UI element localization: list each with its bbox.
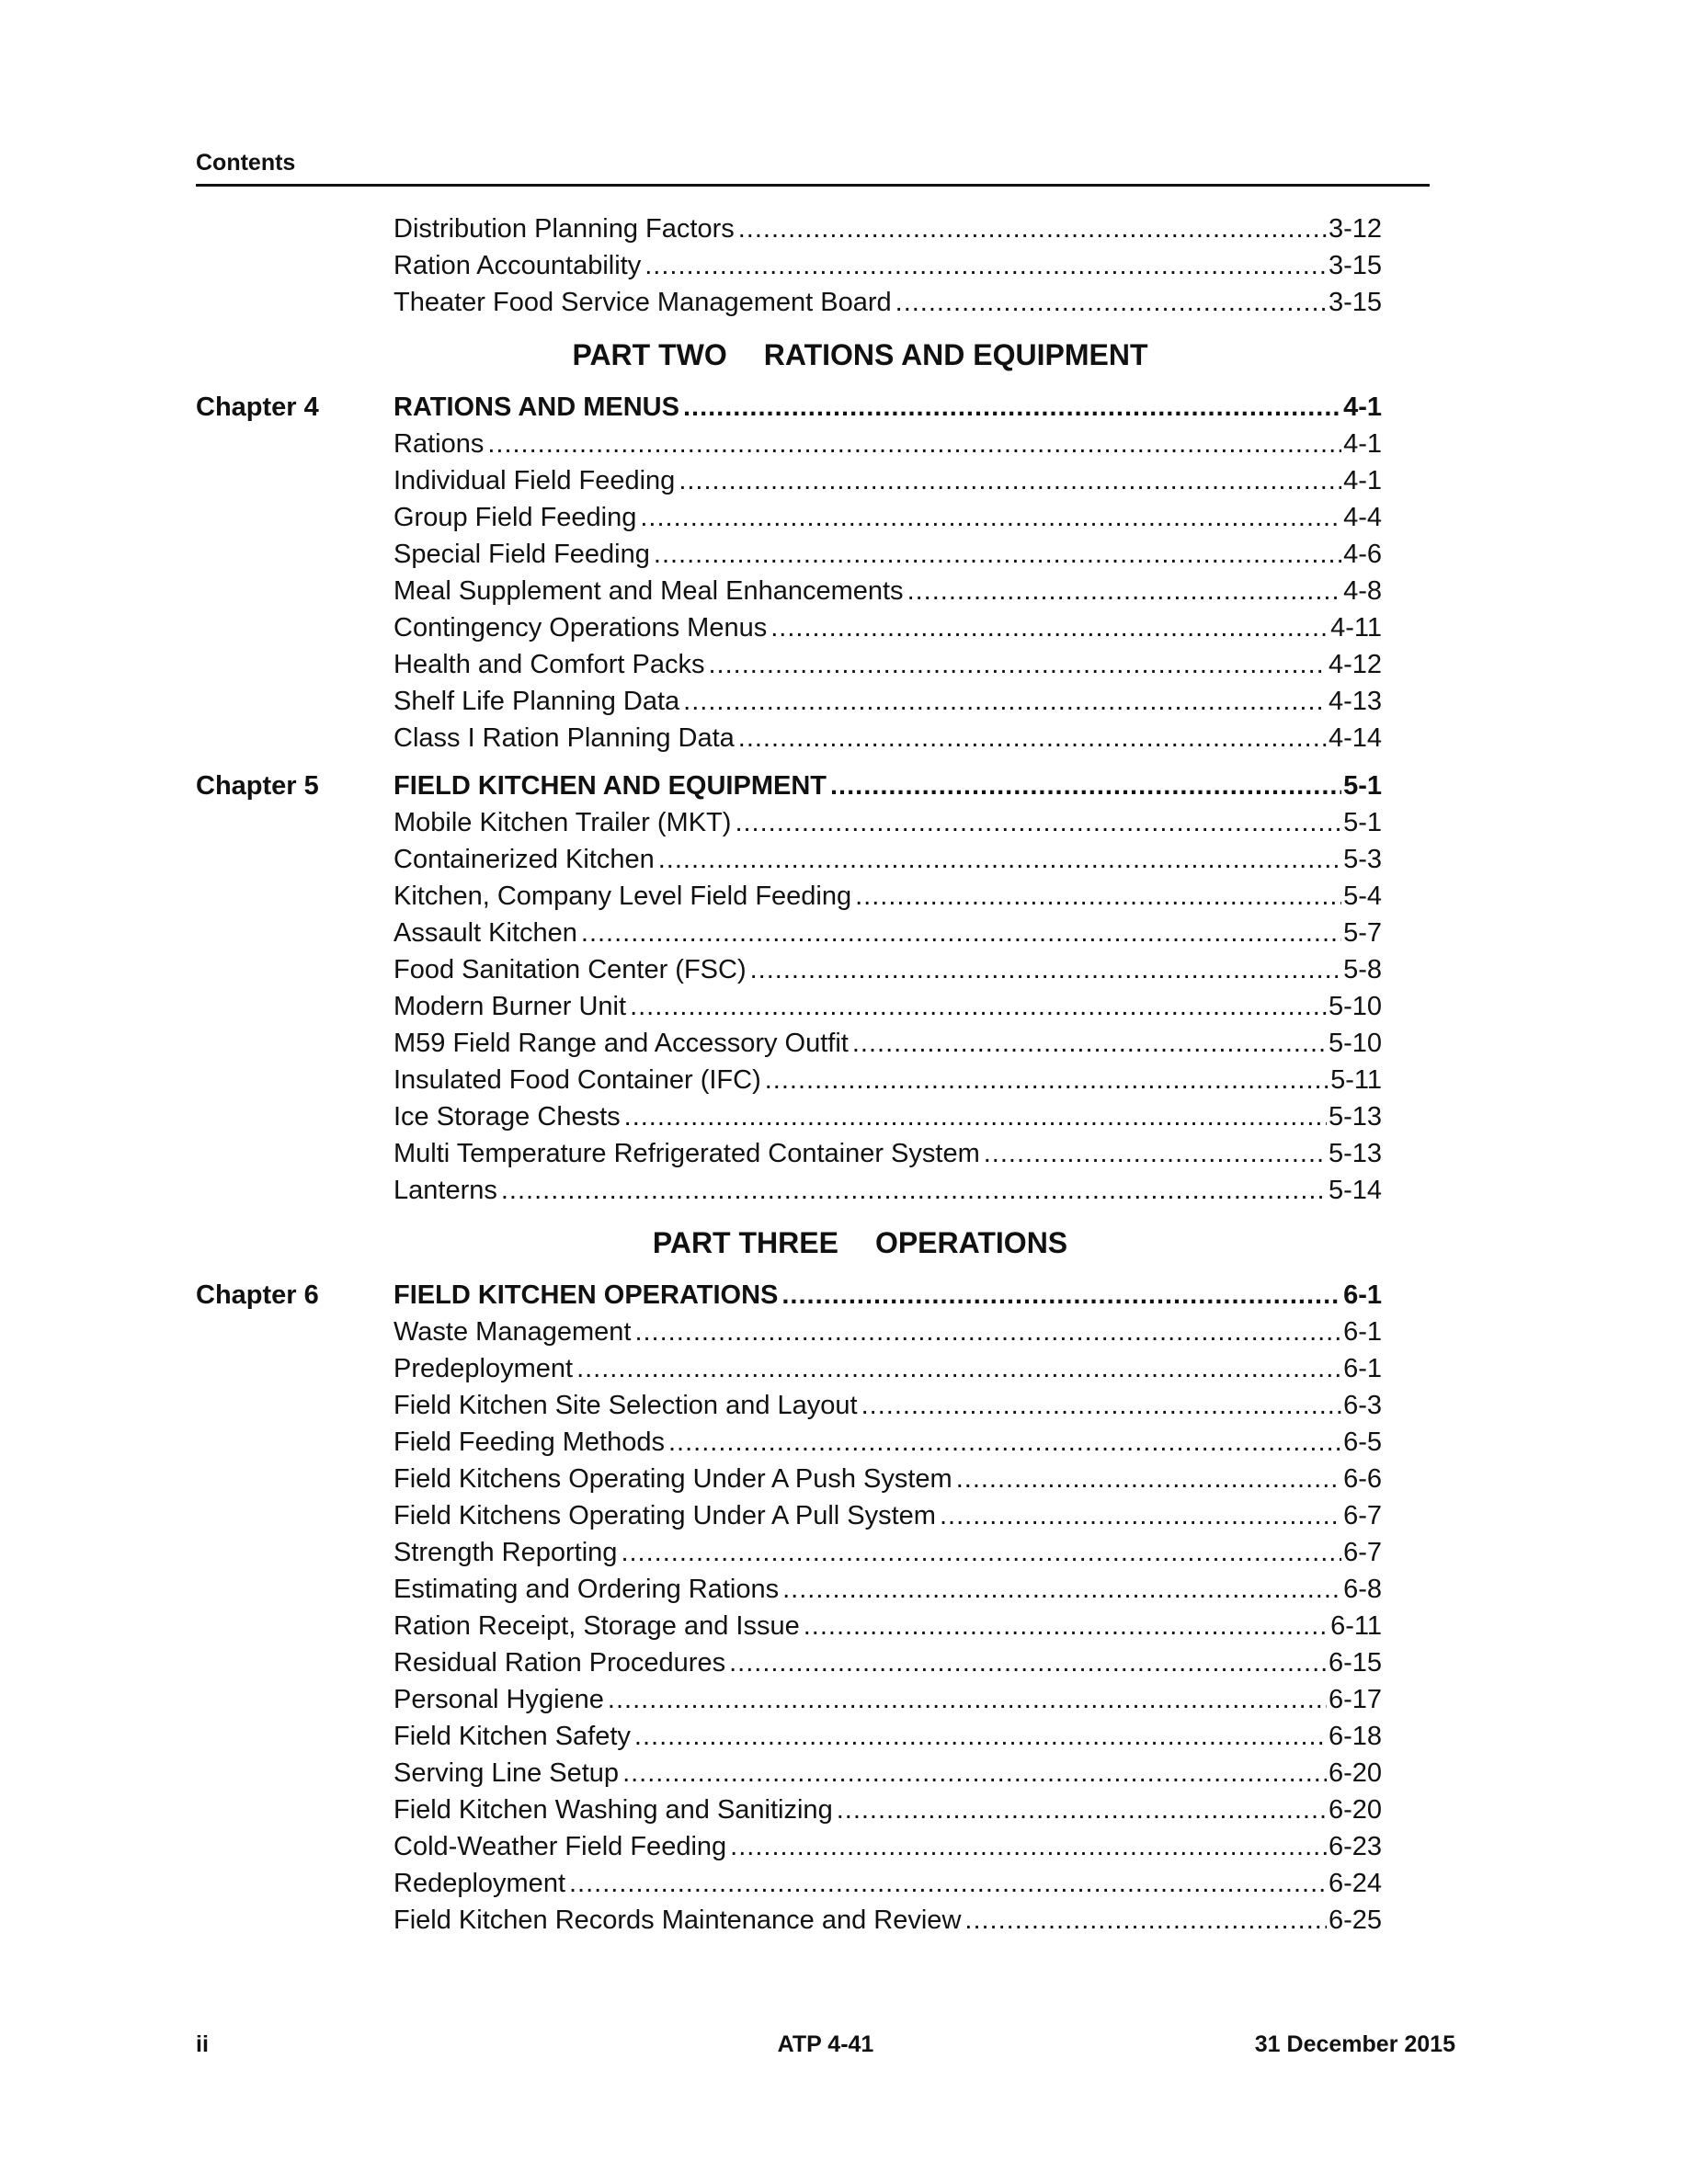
dot-leader (576, 1350, 1341, 1387)
chapter-title: RATIONS AND MENUS (393, 392, 679, 422)
entry-title: Strength Reporting (393, 1538, 618, 1567)
entry-page-number: 6-11 (1330, 1611, 1382, 1641)
toc-entry[interactable] (196, 683, 1382, 720)
toc-entry-line (393, 1025, 1382, 1062)
dot-leader (679, 462, 1341, 499)
dot-leader (654, 536, 1341, 573)
dot-leader (729, 1644, 1327, 1681)
entry-page-number: 5-13 (1328, 1139, 1382, 1168)
toc-entry[interactable] (196, 247, 1382, 284)
chapter-heading-row[interactable] (196, 389, 1382, 426)
dot-leader (621, 1534, 1341, 1571)
toc-entry-line (393, 720, 1382, 756)
entry-title: Kitchen, Company Level Field Feeding (393, 882, 852, 911)
toc-entry-line (393, 1755, 1382, 1792)
entry-page-number: 4-11 (1330, 613, 1382, 643)
toc-entry-line (393, 1497, 1382, 1534)
entry-page-number: 5-10 (1328, 1029, 1382, 1058)
toc-entry-line (393, 1902, 1382, 1939)
toc-entry-line (393, 1792, 1382, 1828)
dot-leader (640, 499, 1341, 536)
entry-page-number: 6-7 (1343, 1501, 1382, 1530)
toc-entry-line (393, 1062, 1382, 1098)
entry-page-number: 5-13 (1328, 1102, 1382, 1132)
dot-leader (683, 389, 1341, 426)
toc-entry-line (393, 536, 1382, 573)
dot-leader (837, 1792, 1327, 1828)
dot-leader (782, 1571, 1341, 1608)
toc-entry[interactable] (196, 1314, 1382, 1350)
entry-title: Estimating and Ordering Rations (393, 1575, 780, 1604)
toc-entry-line (393, 247, 1382, 284)
entry-page-number: 6-24 (1328, 1869, 1382, 1898)
toc-entry-line (393, 1865, 1382, 1902)
toc-entry[interactable] (196, 1792, 1382, 1828)
toc-entry[interactable] (196, 1135, 1382, 1172)
dot-leader (895, 284, 1327, 321)
entry-page-number: 4-1 (1343, 466, 1382, 495)
entry-title: Field Kitchens Operating Under A Pull System (393, 1501, 936, 1530)
toc-entry[interactable] (196, 878, 1382, 915)
entry-page-number: 3-15 (1328, 251, 1382, 280)
toc-entry-line (393, 1828, 1382, 1865)
entry-title: Cold-Weather Field Feeding (393, 1832, 727, 1861)
dot-leader (608, 1681, 1327, 1718)
entry-title: Waste Management (393, 1317, 632, 1347)
entry-title: Food Sanitation Center (FSC) (393, 955, 747, 984)
dot-leader (855, 878, 1341, 915)
dot-leader (569, 1865, 1327, 1902)
chapter-page-number: 5-1 (1343, 771, 1382, 801)
part-title: OPERATIONS (874, 1226, 1068, 1259)
toc-entry[interactable] (196, 1350, 1382, 1387)
entry-page-number: 5-8 (1343, 955, 1382, 984)
toc-entry[interactable] (196, 1534, 1382, 1571)
toc-entry[interactable] (196, 1608, 1382, 1644)
chapter-page-number: 4-1 (1343, 392, 1382, 422)
entry-title: Modern Burner Unit (393, 992, 627, 1021)
entry-page-number: 4-1 (1343, 429, 1382, 459)
toc-entry-line (393, 988, 1382, 1025)
dot-leader (830, 768, 1341, 804)
part-label: PART TWO (572, 338, 727, 371)
entry-title: Personal Hygiene (393, 1685, 604, 1714)
entry-title: Field Kitchen Safety (393, 1722, 631, 1751)
entry-title: Distribution Planning Factors (393, 214, 735, 244)
entry-title: Lanterns (393, 1176, 497, 1205)
toc-entry-line (393, 1461, 1382, 1497)
entry-page-number: 5-10 (1328, 992, 1382, 1021)
entry-title: Health and Comfort Packs (393, 650, 705, 679)
toc-entry[interactable] (196, 609, 1382, 646)
chapter-page-number: 6-1 (1343, 1280, 1382, 1310)
entry-page-number: 4-4 (1343, 503, 1382, 532)
dot-leader (622, 1755, 1327, 1792)
dot-leader (956, 1461, 1341, 1497)
entry-page-number: 4-6 (1343, 540, 1382, 569)
toc-entry[interactable] (196, 1424, 1382, 1461)
toc-entry[interactable] (196, 536, 1382, 573)
toc-entry[interactable] (196, 804, 1382, 841)
dot-leader (750, 951, 1341, 988)
toc-entry[interactable] (196, 1387, 1382, 1424)
entry-page-number: 5-1 (1343, 808, 1382, 837)
dot-leader (630, 988, 1327, 1025)
toc-entry-line (393, 1534, 1382, 1571)
toc-entry[interactable] (196, 1902, 1382, 1939)
dot-leader (658, 841, 1341, 878)
dot-leader (624, 1098, 1327, 1135)
entry-page-number: 5-11 (1330, 1065, 1382, 1095)
chapter-label: Chapter 5 (196, 771, 319, 801)
entry-title: Mobile Kitchen Trailer (MKT) (393, 808, 732, 837)
toc-entry-line (393, 499, 1382, 536)
entry-title: Field Kitchen Records Maintenance and Review (393, 1905, 962, 1935)
entry-title: Rations (393, 429, 485, 459)
entry-title: Ration Accountability (393, 251, 642, 280)
toc-entry-line (393, 1644, 1382, 1681)
chapter-spacer (196, 756, 1382, 768)
dot-leader (501, 1172, 1327, 1209)
entry-title: Field Kitchen Site Selection and Layout (393, 1391, 858, 1420)
entry-title: Serving Line Setup (393, 1758, 620, 1788)
dot-leader (765, 1062, 1329, 1098)
entry-page-number: 6-8 (1343, 1575, 1382, 1604)
toc-entry-line (393, 284, 1382, 321)
entry-title: Special Field Feeding (393, 540, 650, 569)
entry-title: Shelf Life Planning Data (393, 687, 680, 716)
toc-entry-line (393, 768, 1382, 804)
toc-entry-line (393, 915, 1382, 951)
entry-page-number: 6-18 (1328, 1722, 1382, 1751)
toc-entry-line (393, 1098, 1382, 1135)
entry-page-number: 6-15 (1328, 1648, 1382, 1678)
toc-entry[interactable] (196, 1828, 1382, 1865)
toc-entry-line (393, 1172, 1382, 1209)
toc-entry-line (393, 389, 1382, 426)
toc-entry[interactable] (196, 499, 1382, 536)
entry-page-number: 6-1 (1343, 1354, 1382, 1383)
chapter-label: Chapter 6 (196, 1280, 319, 1310)
footer-publication-id: ATP 4-41 (777, 2031, 874, 2057)
toc-entry[interactable] (196, 951, 1382, 988)
toc-entry[interactable] (196, 573, 1382, 609)
toc-entry[interactable] (196, 1497, 1382, 1534)
toc-entry[interactable] (196, 1718, 1382, 1755)
entry-page-number: 4-13 (1328, 687, 1382, 716)
toc-entry-line (393, 609, 1382, 646)
entry-title: Containerized Kitchen (393, 845, 655, 874)
part-title: RATIONS AND EQUIPMENT (763, 338, 1148, 371)
part-heading (196, 321, 1382, 389)
entry-title: Field Kitchens Operating Under A Push System (393, 1464, 952, 1494)
toc-entry-line (393, 210, 1382, 247)
entry-page-number: 3-12 (1328, 214, 1382, 244)
toc-entry[interactable] (196, 841, 1382, 878)
entry-page-number: 6-23 (1328, 1832, 1382, 1861)
toc-entry[interactable] (196, 462, 1382, 499)
entry-page-number: 6-5 (1343, 1428, 1382, 1457)
entry-title: Individual Field Feeding (393, 466, 676, 495)
toc-entry[interactable] (196, 1098, 1382, 1135)
toc-entry-line (393, 1424, 1382, 1461)
toc-entry[interactable] (196, 1571, 1382, 1608)
entry-title: M59 Field Range and Accessory Outfit (393, 1029, 849, 1058)
toc-entry[interactable] (196, 284, 1382, 321)
entry-page-number: 4-8 (1343, 576, 1382, 606)
toc-entry-line (393, 426, 1382, 462)
entry-page-number: 5-7 (1343, 918, 1382, 948)
entry-title: Predeployment (393, 1354, 574, 1383)
chapter-heading-row[interactable] (196, 768, 1382, 804)
dot-leader (683, 683, 1327, 720)
entry-page-number: 6-6 (1343, 1464, 1382, 1494)
toc-entry-line (393, 573, 1382, 609)
toc-entry[interactable] (196, 426, 1382, 462)
part-label: PART THREE (652, 1226, 838, 1259)
entry-page-number: 4-12 (1328, 650, 1382, 679)
entry-title: Field Kitchen Washing and Sanitizing (393, 1795, 833, 1825)
footer-date: 31 December 2015 (1254, 2031, 1455, 2057)
entry-title: Class I Ration Planning Data (393, 723, 735, 753)
entry-page-number: 5-14 (1328, 1176, 1382, 1205)
dot-leader (940, 1497, 1341, 1534)
toc-entry[interactable] (196, 915, 1382, 951)
entry-page-number: 6-20 (1328, 1795, 1382, 1825)
entry-page-number: 6-17 (1328, 1685, 1382, 1714)
chapter-title: FIELD KITCHEN OPERATIONS (393, 1280, 779, 1310)
dot-leader (708, 646, 1326, 683)
dot-leader (804, 1608, 1329, 1644)
toc-entry-line (393, 1681, 1382, 1718)
chapter-heading-row[interactable] (196, 1277, 1382, 1314)
toc-entry-line (393, 683, 1382, 720)
toc-entry-line (393, 1350, 1382, 1387)
header-title: Contents (196, 150, 296, 176)
table-of-contents (196, 210, 1382, 1939)
toc-entry[interactable] (196, 1755, 1382, 1792)
entry-title: Meal Supplement and Meal Enhancements (393, 576, 904, 606)
dot-leader (730, 1828, 1327, 1865)
part-heading (196, 1209, 1382, 1277)
dot-leader (907, 573, 1342, 609)
toc-entry-line (393, 1277, 1382, 1314)
toc-entry-line (393, 841, 1382, 878)
dot-leader (852, 1025, 1327, 1062)
toc-entry-line (393, 1135, 1382, 1172)
chapter-label: Chapter 4 (196, 392, 319, 422)
toc-entry[interactable] (196, 646, 1382, 683)
toc-entry[interactable] (196, 1644, 1382, 1681)
toc-entry-line (393, 462, 1382, 499)
toc-entry-line (393, 646, 1382, 683)
toc-entry[interactable] (196, 1461, 1382, 1497)
dot-leader (861, 1387, 1341, 1424)
toc-entry[interactable] (196, 988, 1382, 1025)
chapter-title: FIELD KITCHEN AND EQUIPMENT (393, 771, 827, 801)
toc-entry-line (393, 1314, 1382, 1350)
entry-title: Assault Kitchen (393, 918, 577, 948)
toc-entry[interactable] (196, 210, 1382, 247)
entry-title: Multi Temperature Refrigerated Container System (393, 1139, 980, 1168)
entry-title: Theater Food Service Management Board (393, 288, 892, 317)
toc-entry[interactable] (196, 1062, 1382, 1098)
dot-leader (735, 804, 1341, 841)
page-footer (196, 2028, 1455, 2061)
entry-page-number: 6-3 (1343, 1391, 1382, 1420)
entry-title: Residual Ration Procedures (393, 1648, 726, 1678)
toc-entry[interactable] (196, 1172, 1382, 1209)
toc-entry[interactable] (196, 720, 1382, 756)
dot-leader (487, 426, 1341, 462)
entry-title: Ration Receipt, Storage and Issue (393, 1611, 800, 1641)
entry-page-number: 5-3 (1343, 845, 1382, 874)
entry-page-number: 5-4 (1343, 882, 1382, 911)
toc-entry-line (393, 951, 1382, 988)
toc-entry-line (393, 1387, 1382, 1424)
entry-title: Ice Storage Chests (393, 1102, 621, 1132)
dot-leader (770, 609, 1329, 646)
entry-page-number: 3-15 (1328, 288, 1382, 317)
dot-leader (964, 1902, 1327, 1939)
toc-entry-line (393, 878, 1382, 915)
entry-title: Insulated Food Container (IFC) (393, 1065, 761, 1095)
toc-entry-line (393, 1608, 1382, 1644)
dot-leader (738, 210, 1327, 247)
footer-page-number: ii (196, 2031, 209, 2057)
entry-title: Contingency Operations Menus (393, 613, 768, 643)
dot-leader (644, 247, 1327, 284)
entry-page-number: 6-7 (1343, 1538, 1382, 1567)
dot-leader (581, 915, 1341, 951)
entry-title: Redeployment (393, 1869, 565, 1898)
dot-leader (984, 1135, 1327, 1172)
dot-leader (781, 1277, 1341, 1314)
entry-title: Group Field Feeding (393, 503, 637, 532)
dot-leader (738, 720, 1327, 756)
toc-entry-line (393, 804, 1382, 841)
entry-page-number: 6-20 (1328, 1758, 1382, 1788)
toc-entry[interactable] (196, 1025, 1382, 1062)
entry-page-number: 4-14 (1328, 723, 1382, 753)
toc-entry-line (393, 1718, 1382, 1755)
entry-page-number: 6-1 (1343, 1317, 1382, 1347)
entry-title: Field Feeding Methods (393, 1428, 665, 1457)
entry-page-number: 6-25 (1328, 1905, 1382, 1935)
toc-entry[interactable] (196, 1681, 1382, 1718)
toc-entry-line (393, 1571, 1382, 1608)
page-header (196, 147, 1430, 187)
toc-entry[interactable] (196, 1865, 1382, 1902)
dot-leader (634, 1314, 1341, 1350)
dot-leader (634, 1718, 1327, 1755)
dot-leader (668, 1424, 1341, 1461)
